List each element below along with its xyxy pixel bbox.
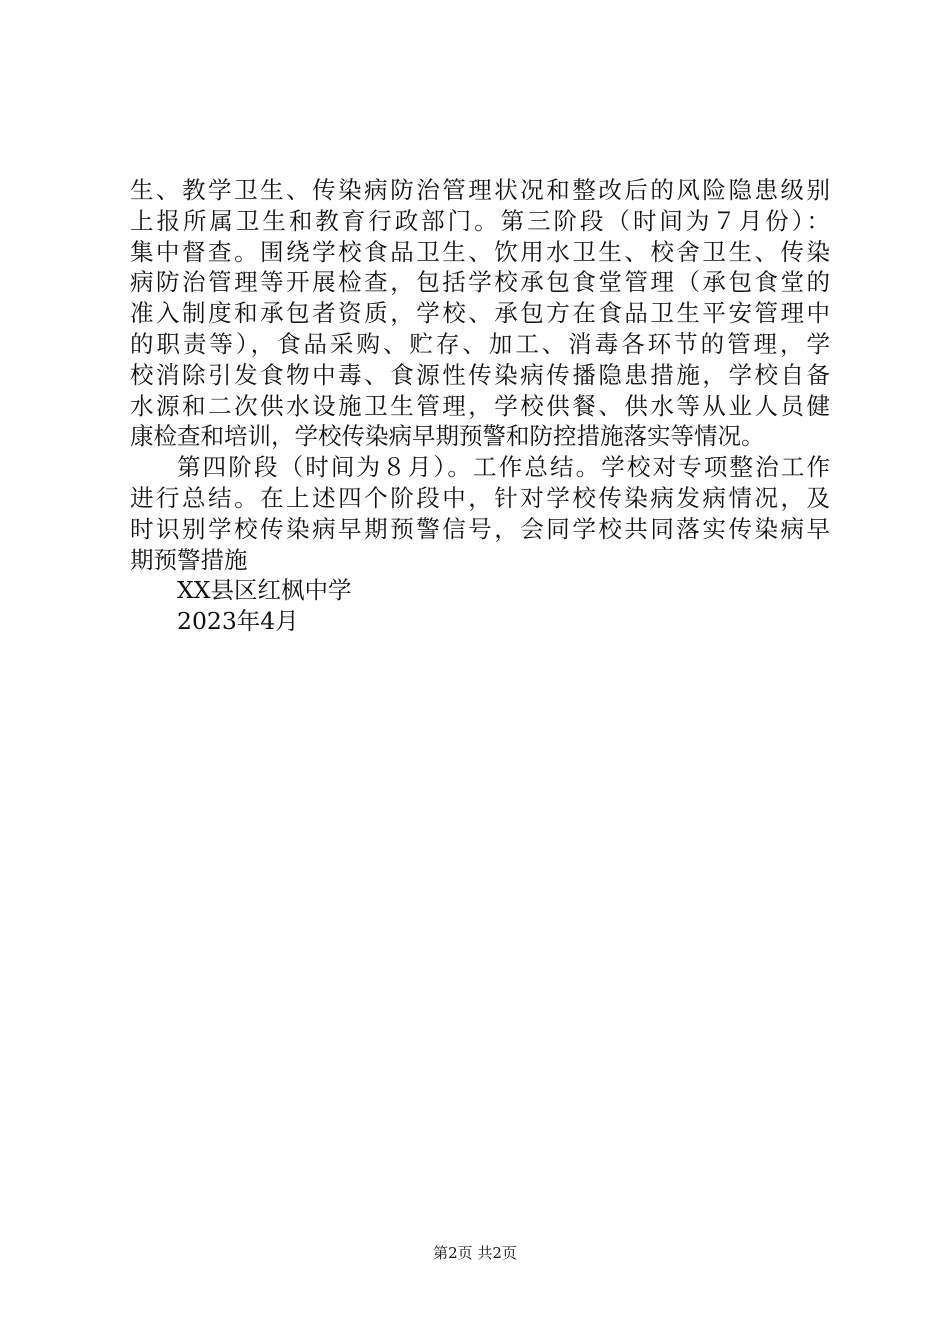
paragraph-line: 校消除引发食物中毒、食源性传染病传播隐患措施，学校自备 [130,360,830,389]
paragraph-line: 生、教学卫生、传染病防治管理状况和整改后的风险隐患级别 [130,176,830,204]
paragraph-line: 第四阶段（时间为８月）。工作总结。学校对专项整治工作 [177,453,830,482]
signature-organization: XX县区红枫中学 [177,576,352,605]
paragraph-line: 上报所属卫生和教育行政部门。第三阶段（时间为７月份）： [130,206,830,235]
paragraph-line: 水源和二次供水设施卫生管理，学校供餐、供水等从业人员健 [130,391,830,420]
paragraph-line: 集中督查。围绕学校食品卫生、饮用水卫生、校舍卫生、传染 [130,237,830,266]
page-footer: 第2页 共2页 [433,1244,517,1262]
paragraph-line: 准入制度和承包者资质，学校、承包方在食品卫生平安管理中 [130,299,830,328]
paragraph-line: 期预警措施 [130,545,248,574]
paragraph-line: 进行总结。在上述四个阶段中，针对学校传染病发病情况，及 [130,483,830,512]
paragraph-line: 的职责等），食品采购、贮存、加工、消毒各环节的管理，学 [130,329,830,358]
paragraph-line: 病防治管理等开展检查，包括学校承包食堂管理（承包食堂的 [130,268,830,297]
paragraph-line: 时识别学校传染病早期预警信号，会同学校共同落实传染病早 [130,514,830,543]
paragraph-line: 康检查和培训，学校传染病早期预警和防控措施落实等情况。 [130,422,765,451]
document-body [130,175,830,637]
signature-date: 2023年4月 [177,607,299,636]
